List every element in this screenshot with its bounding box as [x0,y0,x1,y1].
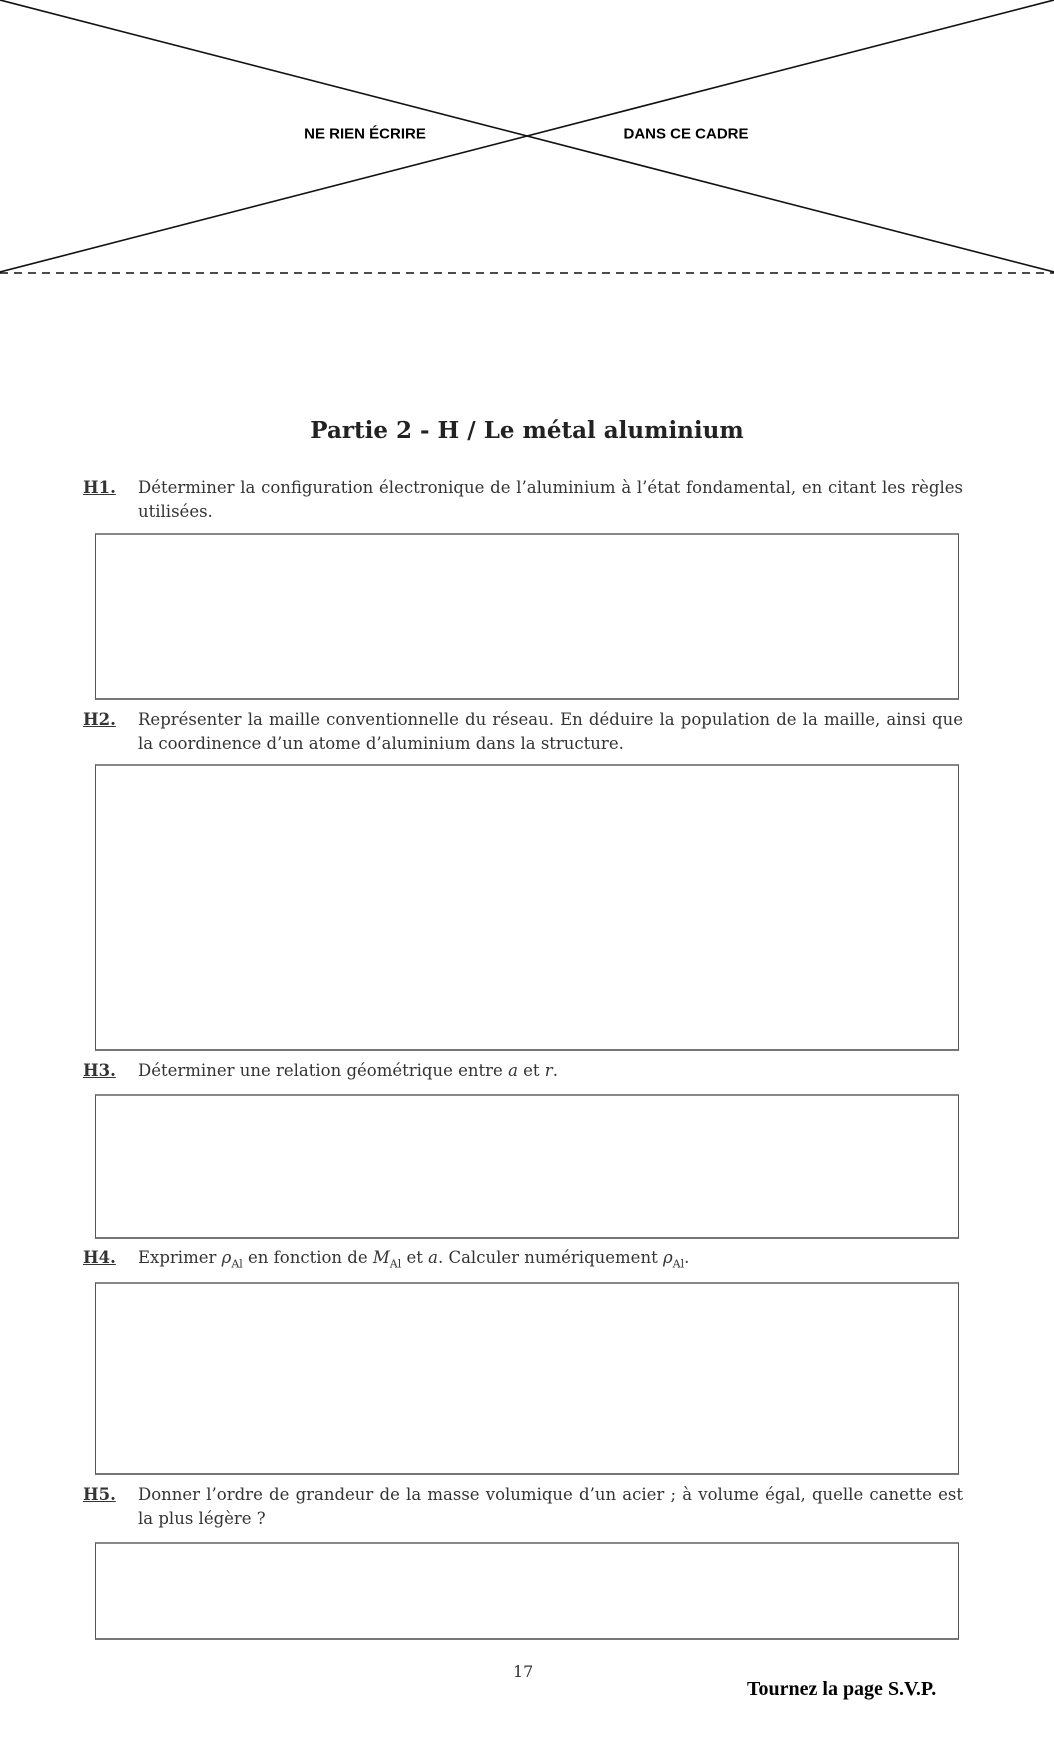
question-h1 [83,476,963,524]
frame-text-left: NE RIEN ÉCRIRE [304,125,426,143]
frame-text-right: DANS CE CADRE [623,125,749,143]
page-number: 17 [513,1662,534,1681]
question-label: H5. [83,1485,116,1504]
turn-page-note: Tournez la page S.V.P. [747,1678,937,1700]
question-label: H2. [83,710,116,729]
no-write-frame [0,0,1054,280]
answer-box-h3[interactable] [95,1094,959,1239]
question-text: Représenter la maille conventionnelle du réseau. En déduire la population de la maille, ainsi que la coordinence d’un atome d’aluminium dans la structure. [138,710,963,753]
question-h3 [83,1059,963,1083]
question-h2 [83,708,963,756]
answer-box-h4[interactable] [95,1282,959,1475]
question-label: H4. [83,1248,116,1267]
question-h5 [83,1483,963,1531]
answer-box-h2[interactable] [95,764,959,1051]
answer-box-h5[interactable] [95,1542,959,1640]
question-text: Déterminer la configuration électronique de l’aluminium à l’état fondamental, en citant les règles utilisées. [138,478,963,521]
question-label: H1. [83,478,116,497]
answer-box-h1[interactable] [95,533,959,700]
question-text: Donner l’ordre de grandeur de la masse volumique d’un acier ; à volume égal, quelle canette est la plus légère ? [138,1485,963,1528]
question-text: Exprimer $\rho_{Al}$ en fonction de $M_{Al}$ et a. Calculer numériquement $\rho_{Al}$. [138,1248,690,1271]
question-text: Déterminer une relation géométrique entre a et r. [138,1061,558,1080]
question-h4 [83,1246,963,1276]
section-title: Partie 2 - H / Le métal aluminium [310,417,744,444]
question-label: H3. [83,1061,116,1080]
